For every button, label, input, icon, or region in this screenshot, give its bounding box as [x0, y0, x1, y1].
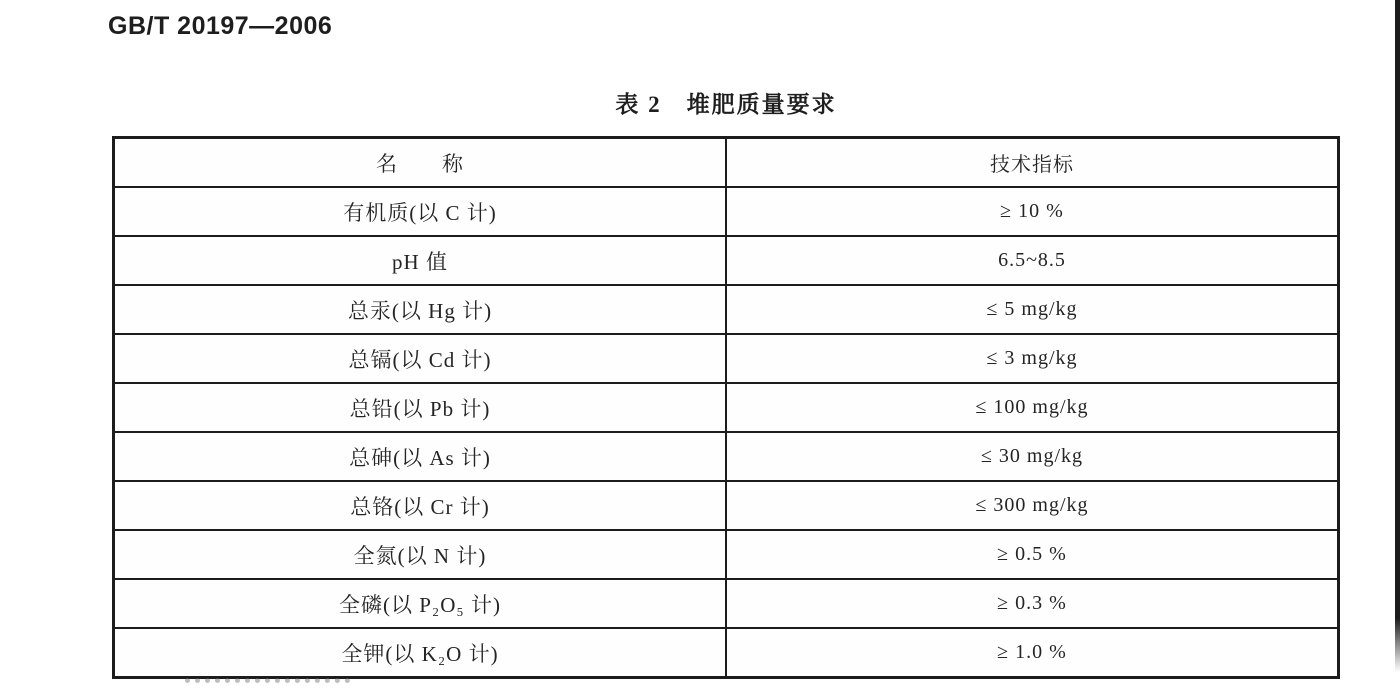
parameter-name-cell: 总铬(以 Cr 计)	[114, 481, 727, 530]
column-header-name: 名 称	[114, 138, 727, 188]
indicator-value-cell: 6.5~8.5	[726, 236, 1339, 285]
table-row	[114, 530, 1339, 579]
parameter-name-cell: 总汞(以 Hg 计)	[114, 285, 727, 334]
parameter-name-cell: 总铅(以 Pb 计)	[114, 383, 727, 432]
indicator-value-cell: ≤ 3 mg/kg	[726, 334, 1339, 383]
table-row	[114, 432, 1339, 481]
table-body	[114, 187, 1339, 678]
table-row	[114, 481, 1339, 530]
parameter-name-cell: 有机质(以 C 计)	[114, 187, 727, 236]
table-row	[114, 628, 1339, 678]
table-row	[114, 285, 1339, 334]
parameter-name-cell: pH 值	[114, 236, 727, 285]
parameter-name-cell: 全钾(以 K₂O 计)	[114, 628, 727, 678]
table-row	[114, 579, 1339, 628]
indicator-value-cell: ≥ 10 %	[726, 187, 1339, 236]
parameter-name-cell: 全磷(以 P₂O₅ 计)	[114, 579, 727, 628]
table-row	[114, 187, 1339, 236]
scan-edge-line	[1395, 0, 1400, 672]
parameter-name-cell: 全氮(以 N 计)	[114, 530, 727, 579]
table-row	[114, 334, 1339, 383]
scan-bleed-artifact	[185, 678, 350, 683]
table-row	[114, 383, 1339, 432]
indicator-value-cell: ≤ 100 mg/kg	[726, 383, 1339, 432]
table-caption: 表 2 堆肥质量要求	[615, 92, 837, 117]
standard-number: GB/T 20197—2006	[108, 12, 333, 40]
indicator-value-cell: ≥ 0.5 %	[726, 530, 1339, 579]
indicator-value-cell: ≤ 30 mg/kg	[726, 432, 1339, 481]
indicator-value-cell: ≥ 1.0 %	[726, 628, 1339, 678]
indicator-value-cell: ≤ 300 mg/kg	[726, 481, 1339, 530]
parameter-name-cell: 总镉(以 Cd 计)	[114, 334, 727, 383]
indicator-value-cell: ≤ 5 mg/kg	[726, 285, 1339, 334]
table-header-row	[114, 138, 1339, 188]
table-row	[114, 236, 1339, 285]
compost-quality-table	[112, 136, 1340, 679]
column-header-indicator: 技术指标	[726, 138, 1339, 188]
indicator-value-cell: ≥ 0.3 %	[726, 579, 1339, 628]
parameter-name-cell: 总砷(以 As 计)	[114, 432, 727, 481]
